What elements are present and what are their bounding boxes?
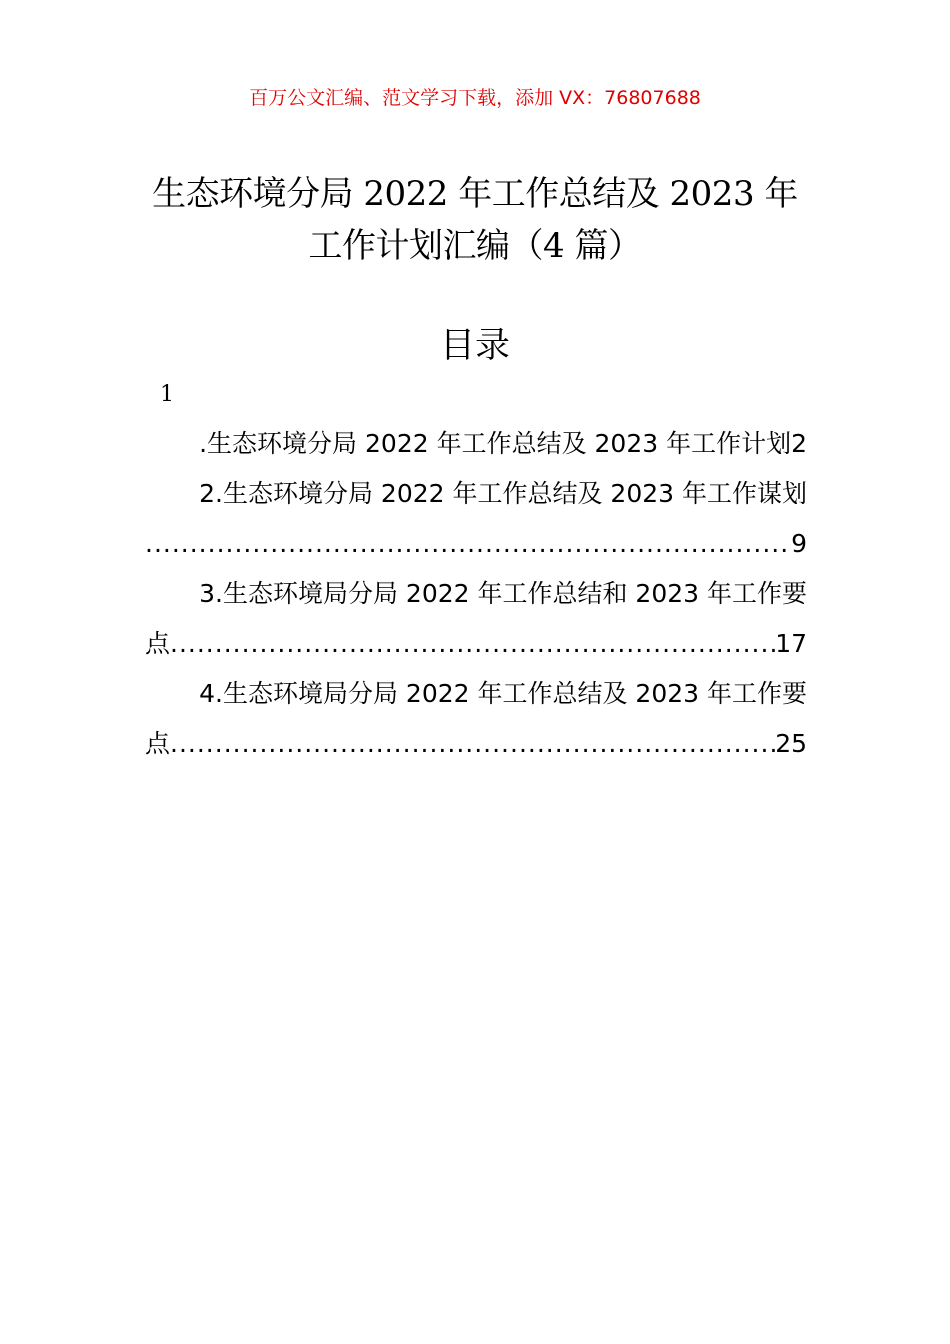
toc-stray-number: 1 — [160, 382, 174, 407]
toc-entry-2[interactable] — [145, 474, 807, 514]
toc-entry-3-page: 17 — [775, 629, 807, 658]
toc-entry-1-page: 2 — [791, 429, 807, 458]
toc-entry-4-page: 25 — [775, 729, 807, 758]
toc-entry-2-title: 2.生态环境分局 2022 年工作总结及 2023 年工作谋划 — [199, 479, 807, 508]
toc-entry-3[interactable] — [145, 574, 807, 614]
toc-entry-4[interactable] — [145, 674, 807, 714]
toc-heading: 目录 — [439, 326, 510, 366]
toc-entry-3-continuation: 点 — [145, 629, 171, 658]
header-download-note: 百万公文汇编、范文学习下载，添加 VX：76807688 — [249, 87, 701, 109]
toc-entry-4-title: 4.生态环境局分局 2022 年工作总结及 2023 年工作要 — [199, 679, 807, 708]
toc-entry-4-leader-line[interactable] — [145, 724, 807, 764]
toc-leader-dots — [145, 524, 791, 564]
toc-leader-dots — [170, 724, 775, 764]
document-title: 生态环境分局 2022 年工作总结及 2023 年工作计划汇编（4 篇） — [152, 174, 798, 266]
toc-entry-1-title: .生态环境分局 2022 年工作总结及 2023 年工作计划 — [199, 429, 792, 458]
toc-entry-2-leader-line[interactable] — [145, 524, 807, 564]
toc-entry-2-page: 9 — [791, 529, 807, 558]
toc-entry-3-leader-line[interactable] — [145, 624, 807, 664]
toc-entry-3-title: 3.生态环境局分局 2022 年工作总结和 2023 年工作要 — [199, 579, 807, 608]
toc-leader-dots — [170, 624, 775, 664]
toc-entry-4-continuation: 点 — [145, 729, 171, 758]
toc-entry-1[interactable] — [145, 424, 807, 464]
